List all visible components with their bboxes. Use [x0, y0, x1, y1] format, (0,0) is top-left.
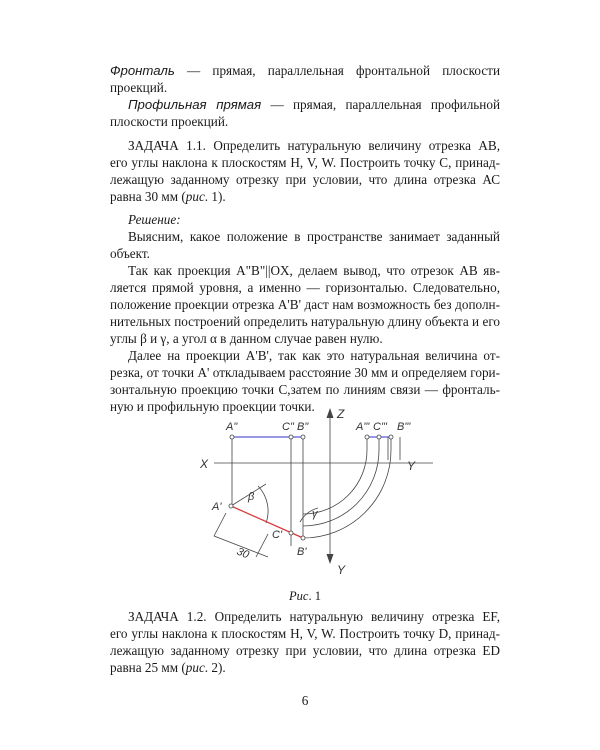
label-y-right: Y [407, 459, 416, 473]
label-b1: B' [297, 546, 307, 558]
label-z: Z [337, 407, 345, 421]
label-b3: B"' [397, 421, 411, 433]
label-dimension: 30 [234, 545, 251, 562]
label-y-bottom: Y [337, 563, 346, 577]
solution-line: нительных построений определить натуральную длину объекта и его [110, 314, 500, 329]
solution-line: объект. [110, 246, 150, 261]
label-b2: B" [297, 421, 309, 433]
label-beta: β [248, 491, 255, 503]
task2-line-last: равна 25 мм (рис. 2). [110, 660, 226, 675]
solution-line: положение проекции отрезка A'B' даст нам возможность без дополн- [110, 297, 500, 312]
frontal-term: Фронталь [110, 63, 175, 78]
label-c3: C"' [373, 421, 387, 433]
task1-line: ЗАДАЧА 1.1. Определить натуральную величину отрезка AB, [128, 138, 500, 153]
y-arrow [327, 554, 334, 564]
task2-line: лежащую заданному отрезку при условии, что длина отрезка ED [110, 643, 500, 658]
page-number: 6 [301, 693, 309, 708]
solution-line: зонтальную проекцию точки С,затем по линиям связи — фронталь- [110, 382, 500, 397]
solution-line: резка, от точки A' откладываем расстояние 30 мм и определяем гори- [110, 365, 500, 380]
frontal-definition-cont: проекций. [110, 80, 168, 95]
label-c2: C" [282, 421, 294, 433]
label-a1: A' [212, 501, 222, 513]
figure-caption: Рис. 1 [289, 589, 321, 603]
task2-line: ЗАДАЧА 1.2. Определить натуральную величину отрезка EF, [128, 609, 500, 624]
frontal-definition: Фронталь — прямая, параллельная фронтальной плоскости [110, 63, 500, 78]
solution-line: углы β и γ, а угол α в данном случае равен нулю. [110, 331, 383, 346]
label-a3: A"' [356, 421, 370, 433]
task1-line-last: равна 30 мм (рис. 1). [110, 189, 226, 204]
solution-line: Далее на проекции A'B', так как это натуральная величина от- [128, 348, 500, 363]
solution-line: ную и профильную проекции точки. [110, 399, 315, 414]
label-gamma: γ [312, 508, 318, 520]
solution-label: Решение: [128, 212, 181, 227]
task1-line: его углы наклона к плоскостям H, V, W. Построить точку С, принад- [110, 155, 500, 170]
profile-definition-cont: плоскости проекций. [110, 114, 229, 129]
solution-line: Выясним, какое положение в пространстве занимает заданный [128, 229, 500, 244]
profile-term: Профильная прямая [128, 97, 262, 112]
z-arrow [327, 408, 334, 418]
task1-line: лежащую заданному отрезку при условии, что длина отрезка АС [110, 172, 500, 187]
label-a2: A" [226, 421, 238, 433]
task2-line: его углы наклона к плоскостям H, V, W. Построить точку D, принад- [110, 626, 500, 641]
profile-definition: Профильная прямая — прямая, параллельная профильной [128, 97, 500, 112]
label-c1: C' [272, 529, 283, 541]
label-x: X [200, 457, 209, 471]
solution-line: Так как проекция A"B"||OX, делаем вывод, что отрезок AB яв- [128, 263, 500, 278]
solution-line: ляется прямой уровня, а именно — горизонталью. Следовательно, [110, 280, 500, 295]
